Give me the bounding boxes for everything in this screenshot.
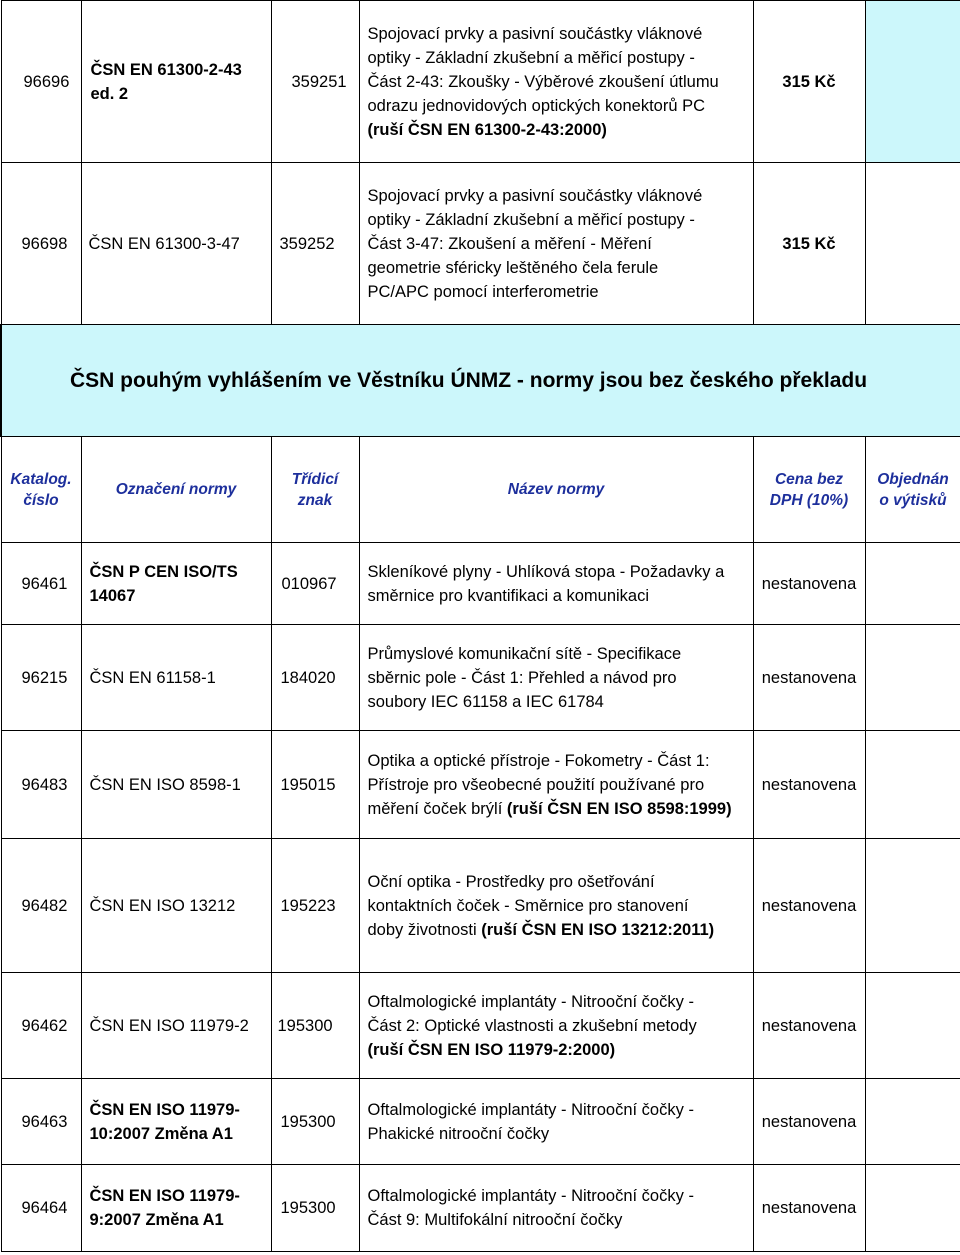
table-row xyxy=(1,543,960,625)
norm-designation: ČSN EN ISO 11979- 10:2007 Změna A1 xyxy=(81,1079,271,1165)
classification-code: 195300 xyxy=(271,973,359,1079)
norm-designation: ČSN EN 61300-3-47 xyxy=(81,163,271,325)
catalog-number: 96215 xyxy=(1,625,81,731)
table-row xyxy=(1,625,960,731)
header-price: Cena bez DPH (10%) xyxy=(753,437,865,543)
header-catalog: Katalog. číslo xyxy=(1,437,81,543)
header-code: Třídicí znak xyxy=(271,437,359,543)
classification-code: 184020 xyxy=(271,625,359,731)
table-row xyxy=(1,1079,960,1165)
table-row xyxy=(1,731,960,839)
classification-code: 195223 xyxy=(271,839,359,973)
section-banner: ČSN pouhým vyhlášením ve Věstníku ÚNMZ - normy jsou bez českého překladu xyxy=(1,325,960,437)
table-header-row xyxy=(1,437,960,543)
order-count-cell[interactable] xyxy=(865,839,960,973)
classification-code: 359251 xyxy=(271,1,359,163)
header-norm: Označení normy xyxy=(81,437,271,543)
classification-code: 195015 xyxy=(271,731,359,839)
section-banner-row xyxy=(1,325,960,437)
norm-designation: ČSN EN ISO 11979- 9:2007 Změna A1 xyxy=(81,1165,271,1252)
price: nestanovena xyxy=(753,839,865,973)
norm-title: Optika a optické přístroje - Fokometry - Část 1: Přístroje pro všeobecné použití používané pro měření čoček brýlí (ruší ČSN EN ISO 8598:1999) xyxy=(359,731,753,839)
table-row xyxy=(1,163,960,325)
order-count-cell[interactable] xyxy=(865,163,960,325)
catalog-number: 96462 xyxy=(1,973,81,1079)
norm-designation: ČSN EN 61158-1 xyxy=(81,625,271,731)
classification-code: 195300 xyxy=(271,1079,359,1165)
norm-title: Oftalmologické implantáty - Nitrooční čočky - Část 2: Optické vlastnosti a zkušební metody (ruší ČSN EN ISO 11979-2:2000) xyxy=(359,973,753,1079)
norm-designation: ČSN EN ISO 11979-2 xyxy=(81,973,271,1079)
norm-title: Spojovací prvky a pasivní součástky vláknové optiky - Základní zkušební a měřicí postupy - Část 2-43: Zkoušky - Výběrové zkoušení útlumu odrazu jednovidových optických konektorů PC (ruší ČSN EN 61300-2-43:2000) xyxy=(359,1,753,163)
table-row xyxy=(1,973,960,1079)
price: nestanovena xyxy=(753,731,865,839)
order-count-cell[interactable] xyxy=(865,731,960,839)
price: 315 Kč xyxy=(753,1,865,163)
norm-designation: ČSN P CEN ISO/TS 14067 xyxy=(81,543,271,625)
header-name: Název normy xyxy=(359,437,753,543)
catalog-number: 96464 xyxy=(1,1165,81,1252)
norm-title: Průmyslové komunikační sítě - Specifikace sběrnic pole - Část 1: Přehled a návod pro soubory IEC 61158 a IEC 61784 xyxy=(359,625,753,731)
classification-code: 010967 xyxy=(271,543,359,625)
catalog-number: 96463 xyxy=(1,1079,81,1165)
norm-title: Skleníkové plyny - Uhlíková stopa - Požadavky a směrnice pro kvantifikaci a komunikaci xyxy=(359,543,753,625)
norm-designation: ČSN EN ISO 8598-1 xyxy=(81,731,271,839)
table-row xyxy=(1,1165,960,1252)
price: nestanovena xyxy=(753,973,865,1079)
norm-designation: ČSN EN ISO 13212 xyxy=(81,839,271,973)
table-row xyxy=(1,839,960,973)
order-count-cell[interactable] xyxy=(865,973,960,1079)
order-count-cell[interactable] xyxy=(865,1079,960,1165)
norm-title: Spojovací prvky a pasivní součástky vláknové optiky - Základní zkušební a měřicí postupy - Část 3-47: Zkoušení a měření - Měření geometrie sféricky leštěného čela ferule PC/APC pomocí interferometrie xyxy=(359,163,753,325)
catalog-number: 96483 xyxy=(1,731,81,839)
classification-code: 195300 xyxy=(271,1165,359,1252)
catalog-number: 96696 xyxy=(1,1,81,163)
catalog-number: 96698 xyxy=(1,163,81,325)
price: nestanovena xyxy=(753,1165,865,1252)
price: 315 Kč xyxy=(753,163,865,325)
price: nestanovena xyxy=(753,1079,865,1165)
order-count-cell[interactable] xyxy=(865,625,960,731)
price: nestanovena xyxy=(753,625,865,731)
catalog-number: 96482 xyxy=(1,839,81,973)
order-count-cell[interactable] xyxy=(865,543,960,625)
norm-title: Oftalmologické implantáty - Nitrooční čočky - Část 9: Multifokální nitrooční čočky xyxy=(359,1165,753,1252)
order-count-cell[interactable] xyxy=(865,1165,960,1252)
catalog-number: 96461 xyxy=(1,543,81,625)
header-order: Objednán o výtisků xyxy=(865,437,960,543)
classification-code: 359252 xyxy=(271,163,359,325)
table-row xyxy=(1,1,960,163)
price: nestanovena xyxy=(753,543,865,625)
order-count-cell[interactable] xyxy=(865,1,960,163)
norm-designation: ČSN EN 61300-2-43 ed. 2 xyxy=(81,1,271,163)
norm-title: Oftalmologické implantáty - Nitrooční čočky - Phakické nitrooční čočky xyxy=(359,1079,753,1165)
norm-title: Oční optika - Prostředky pro ošetřování kontaktních čoček - Směrnice pro stanovení doby životnosti (ruší ČSN EN ISO 13212:2011) xyxy=(359,839,753,973)
